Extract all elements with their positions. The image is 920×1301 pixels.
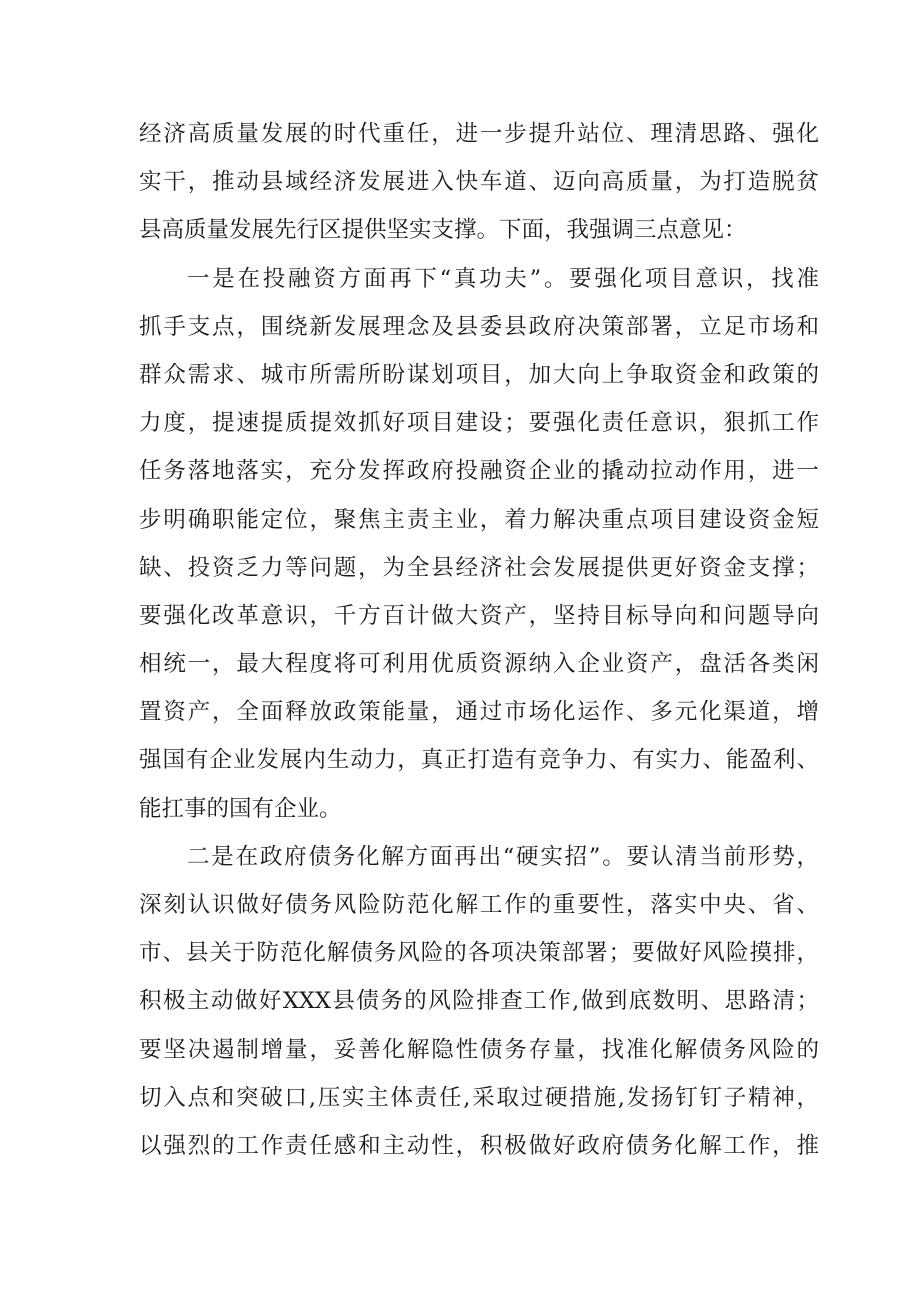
paragraph-line: 要坚决遏制增量，妥善化解隐性债务存量，找准化解债务风险的 bbox=[139, 1036, 819, 1063]
paragraph-2 bbox=[139, 255, 819, 833]
paragraph-line: 相统一，最大程度将可利用优质资源纳入企业资产，盘活各类闲 bbox=[139, 651, 819, 678]
paragraph-line: 群众需求、城市所需所盼谋划项目，加大向上争取资金和政策的 bbox=[139, 361, 819, 388]
paragraph-line: 步明确职能定位，聚焦主责主业，着力解决重点项目建设资金短 bbox=[139, 506, 819, 533]
paragraph-line: 县高质量发展先行区提供坚实支撑。下面，我强调三点意见： bbox=[139, 217, 747, 244]
document-body bbox=[139, 110, 819, 1170]
paragraph-1 bbox=[139, 110, 819, 255]
paragraph-line: 力度，提速提质提效抓好项目建设；要强化责任意识，狠抓工作 bbox=[139, 410, 819, 437]
paragraph-line: 缺、投资乏力等问题，为全县经济社会发展提供更好资金支撑； bbox=[139, 554, 819, 581]
paragraph-line: 实干，推动县域经济发展进入快车道、迈向高质量，为打造脱贫 bbox=[139, 169, 819, 196]
paragraph-line: 切入点和突破口,压实主体责任,采取过硬措施,发扬钉钉子精神， bbox=[139, 1084, 819, 1111]
paragraph-line: 一是在投融资方面再下“真功夫”。要强化项目意识，找准 bbox=[187, 265, 819, 292]
paragraph-line: 要强化改革意识，千方百计做大资产，坚持目标导向和问题导向 bbox=[139, 602, 819, 629]
paragraph-line: 能扛事的国有企业。 bbox=[139, 795, 342, 822]
paragraph-line: 强国有企业发展内生动力，真正打造有竞争力、有实力、能盈利、 bbox=[139, 747, 819, 774]
paragraph-line: 任务落地落实，充分发挥政府投融资企业的撬动拉动作用，进一 bbox=[139, 458, 819, 485]
paragraph-line: 置资产，全面释放政策能量，通过市场化运作、多元化渠道，增 bbox=[139, 699, 819, 726]
paragraph-3 bbox=[139, 833, 819, 1170]
paragraph-line: 市、县关于防范化解债务风险的各项决策部署；要做好风险摸排， bbox=[139, 940, 819, 967]
paragraph-line: 深刻认识做好债务风险防范化解工作的重要性，落实中央、省、 bbox=[139, 892, 819, 918]
paragraph-line: 积极主动做好XXX县债务的风险排查工作,做到底数明、思路清； bbox=[139, 988, 819, 1015]
paragraph-line: 抓手支点，围绕新发展理念及县委县政府决策部署，立足市场和 bbox=[139, 313, 819, 340]
paragraph-line: 以强烈的工作责任感和主动性，积极做好政府债务化解工作，推 bbox=[139, 1132, 819, 1159]
paragraph-line: 二是在政府债务化解方面再出“硬实招”。要认清当前形势， bbox=[187, 843, 819, 870]
paragraph-line: 经济高质量发展的时代重任，进一步提升站位、理清思路、强化 bbox=[139, 121, 819, 147]
